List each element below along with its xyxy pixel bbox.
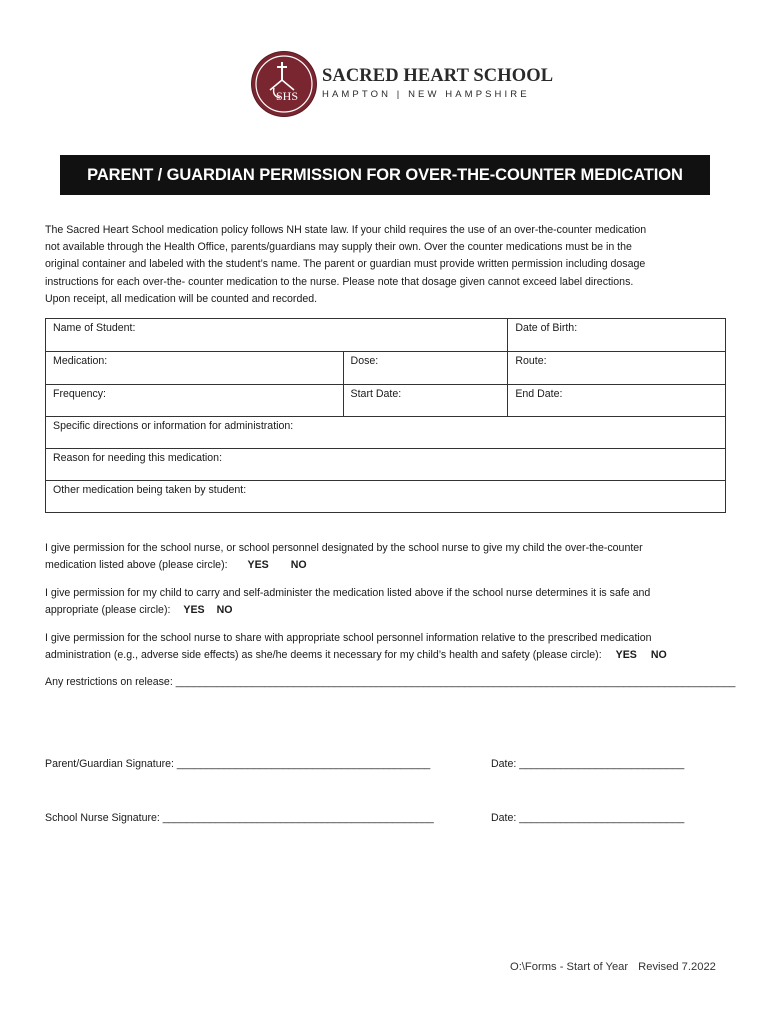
nurse-date-field[interactable]: Date: ____________________________: [491, 812, 685, 824]
permission-text: administration (e.g., adverse side effects) as she/he deems it necessary for my child’s health and safety (please circle):: [45, 649, 602, 661]
footer: [510, 961, 716, 973]
dose-field[interactable]: Dose:: [343, 352, 508, 385]
table-row: [46, 481, 726, 513]
permission-administer: [45, 540, 725, 574]
medication-field[interactable]: Medication:: [46, 352, 344, 385]
yes-option[interactable]: YES: [615, 649, 637, 661]
yes-option[interactable]: YES: [183, 604, 205, 616]
policy-line: instructions for each over-the- counter medication to the nurse. Please note that dosage given cannot exceed label directions.: [45, 275, 634, 288]
school-logo: [252, 52, 316, 116]
no-option[interactable]: NO: [290, 559, 307, 571]
permission-share-info: [45, 630, 725, 664]
end-date-field[interactable]: End Date:: [508, 385, 726, 417]
table-row: [46, 449, 726, 481]
permission-text: I give permission for the school nurse, or school personnel designated by the school nurse to give my child the over-the-counter: [45, 542, 643, 554]
policy-line: original container and labeled with the student’s name. The parent or guardian must provide written permission including dosage: [45, 258, 646, 271]
medication-info-table: [45, 318, 726, 513]
logo-monogram: SHS: [275, 89, 299, 103]
policy-text: [45, 222, 725, 308]
policy-line: The Sacred Heart School medication policy follows NH state law. If your child requires the use of an over-the-counter medication: [45, 224, 647, 236]
reason-field[interactable]: Reason for needing this medication:: [46, 449, 726, 481]
permission-text: appropriate (please circle):: [45, 604, 171, 616]
permission-text: I give permission for my child to carry and self-administer the medication listed above if the school nurse determines it is safe and: [45, 587, 651, 599]
table-row: [46, 385, 726, 417]
name-of-student-field[interactable]: Name of Student:: [46, 319, 508, 352]
table-row: [46, 417, 726, 449]
parent-date-field[interactable]: Date: ____________________________: [491, 758, 685, 770]
start-date-field[interactable]: Start Date:: [343, 385, 508, 417]
yes-option[interactable]: YES: [247, 559, 269, 571]
route-field[interactable]: Route:: [508, 352, 726, 385]
date-of-birth-field[interactable]: Date of Birth:: [508, 319, 726, 352]
policy-line: not available through the Health Office, parents/guardians may supply their own. Over the counter medications must be in the: [45, 241, 632, 254]
permission-self-administer: [45, 585, 725, 619]
other-medication-field[interactable]: Other medication being taken by student:: [46, 481, 726, 513]
church-cross-icon: [252, 52, 316, 116]
specific-directions-field[interactable]: Specific directions or information for administration:: [46, 417, 726, 449]
table-row: [46, 319, 726, 352]
parent-signature-field[interactable]: Parent/Guardian Signature: ___________________________________________: [45, 758, 431, 770]
form-title: PARENT / GUARDIAN PERMISSION FOR OVER-THE-COUNTER MEDICATION: [60, 155, 710, 195]
permission-text: I give permission for the school nurse to share with appropriate school personnel information relative to the prescribed medication: [45, 632, 652, 644]
policy-line: Upon receipt, all medication will be counted and recorded.: [45, 292, 318, 305]
school-location: HAMPTON | NEW HAMPSHIRE: [322, 89, 530, 100]
footer-path: O:\Forms - Start of Year: [510, 961, 629, 973]
nurse-signature-field[interactable]: School Nurse Signature: ______________________________________________: [45, 812, 434, 824]
school-name: SACRED HEART SCHOOL: [322, 66, 554, 86]
permission-text: medication listed above (please circle):: [45, 559, 228, 571]
school-header: [252, 52, 552, 124]
footer-revised: Revised 7.2022: [638, 961, 716, 973]
frequency-field[interactable]: Frequency:: [46, 385, 344, 417]
table-row: [46, 352, 726, 385]
no-option[interactable]: NO: [216, 604, 233, 616]
restrictions-field[interactable]: Any restrictions on release: _______________________________________________________________________________________________: [45, 676, 736, 688]
no-option[interactable]: NO: [650, 649, 667, 661]
